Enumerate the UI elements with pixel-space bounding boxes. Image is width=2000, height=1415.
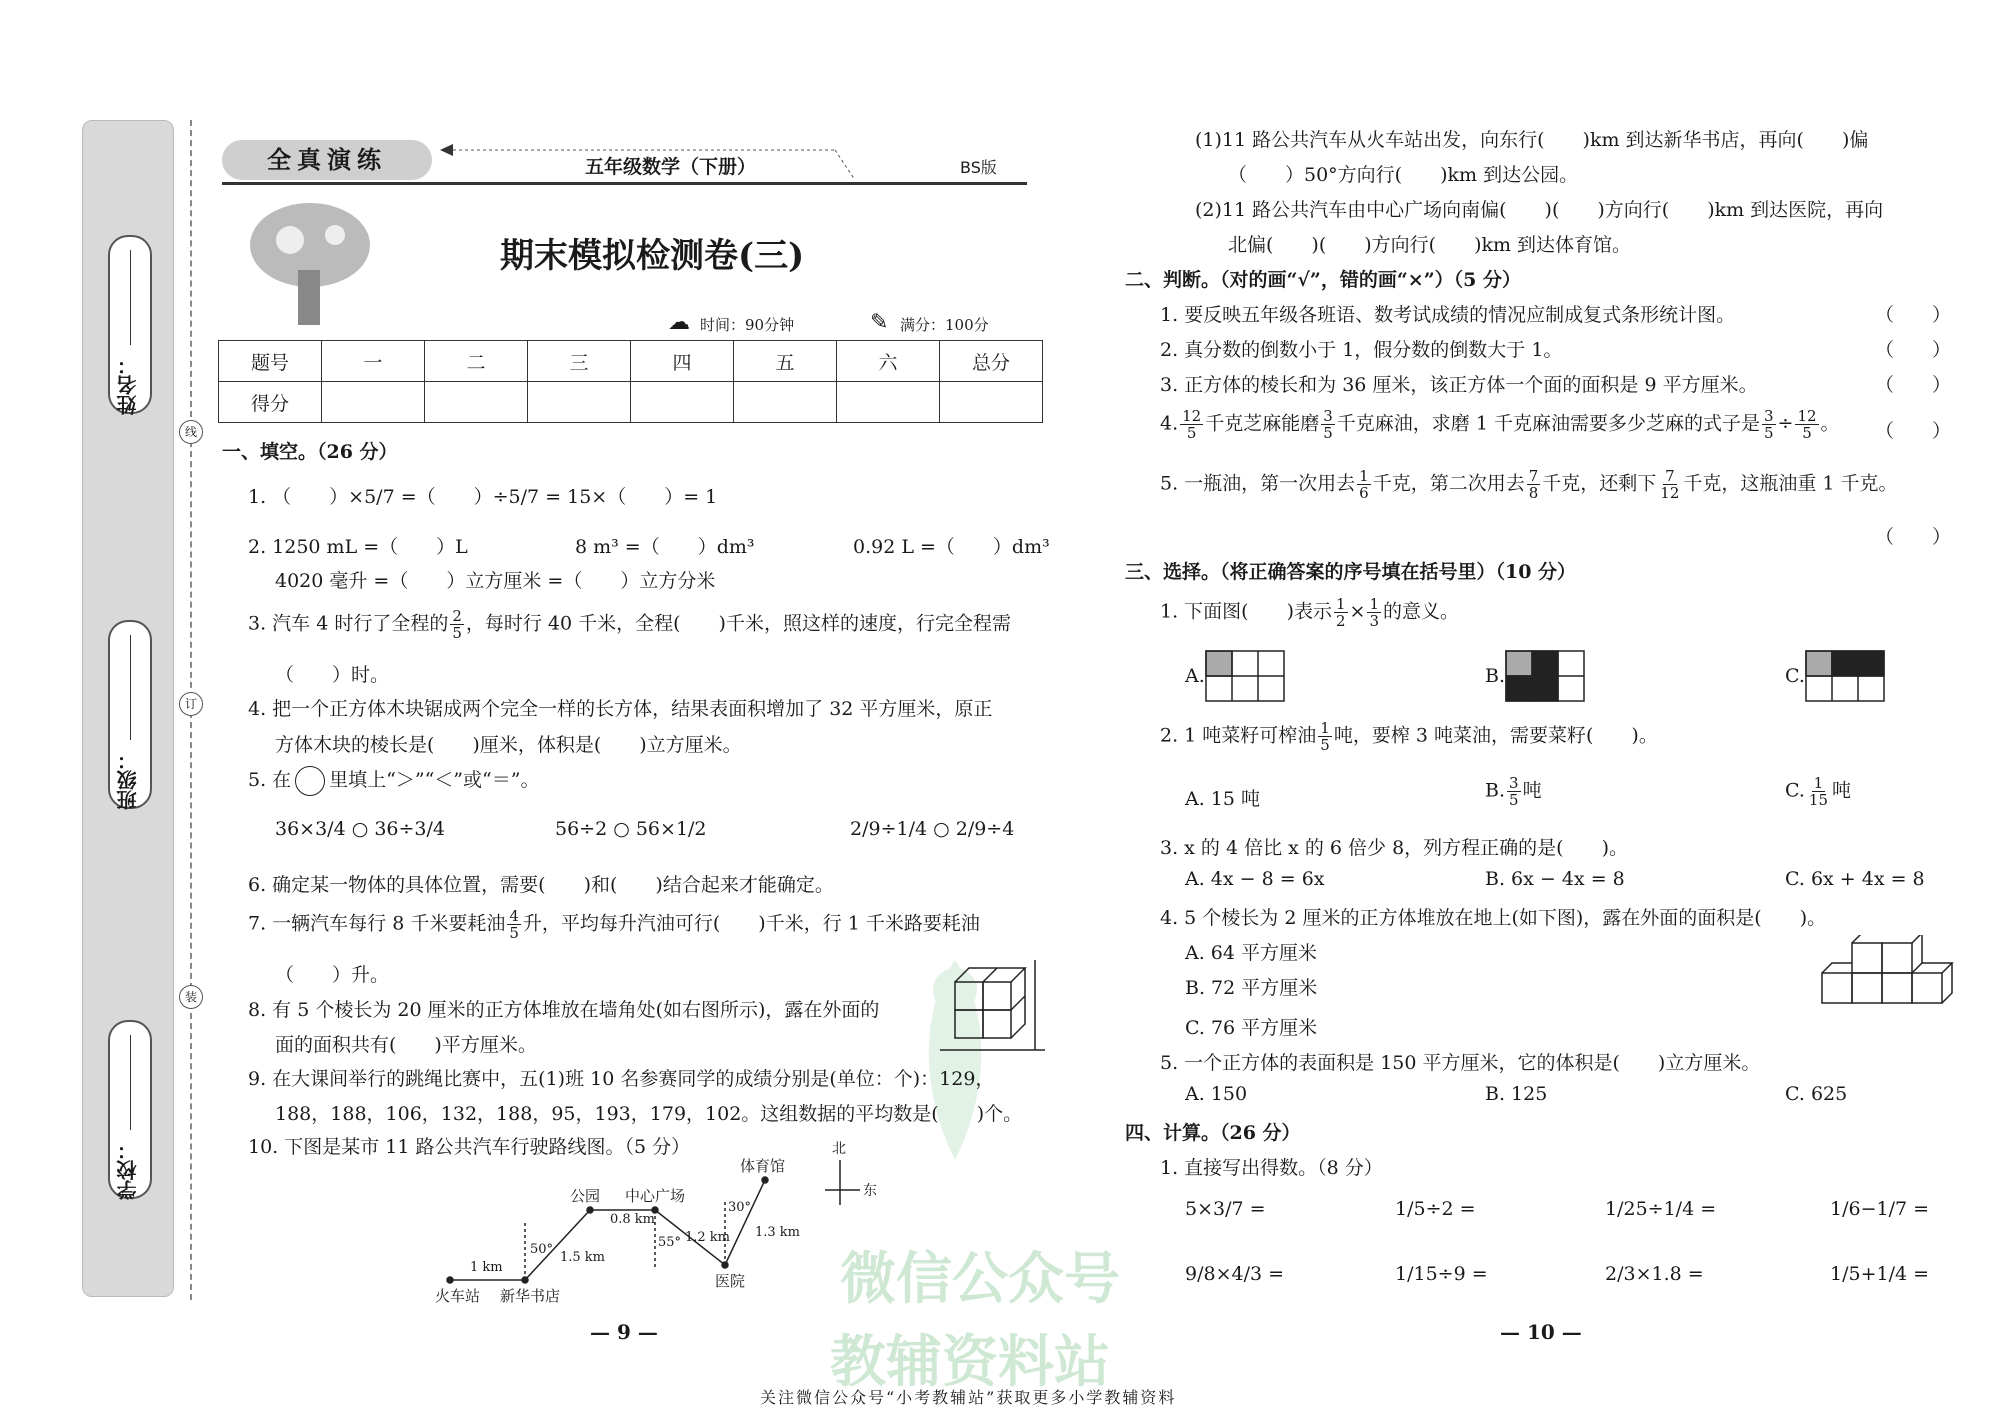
footer-note: 关注微信公众号“小考教辅站”获取更多小学教辅资料 [760,1388,1177,1407]
clock-icon: ☁ [668,310,690,335]
score-header: 三 [528,341,631,382]
calc-expr: 1/6−1/7 = [1830,1198,1930,1220]
map-label: 1.2 km [685,1230,731,1245]
s3-q1-opt[interactable]: C. [1785,665,1805,687]
s1-q5-item: 2/9÷1/4 ○ 2/9÷4 [850,818,1015,840]
s2-bracket[interactable]: （ ） [1875,420,1952,442]
s3-q2-opt[interactable]: B. $\frac{3}{5}$ 吨 [1485,774,1542,809]
s3-q5-opt[interactable]: C. 625 [1785,1083,1848,1105]
section2-title: 二、判断。（对的画“√”，错的画“×”）（5 分） [1125,269,1521,291]
r1b: （ ）50°方向行( )km 到达公园。 [1228,164,1579,186]
score-header: 一 [322,341,425,382]
page-number-right: — 10 — [1500,1320,1582,1344]
map-label: 中心广场 [625,1187,686,1205]
map-label: 0.8 km [610,1212,656,1227]
map-label: 公园 [570,1187,601,1205]
school-label: 学校： [116,1140,140,1200]
score-cell[interactable] [528,382,631,423]
s1-q8a: 8. 有 5 个棱长为 20 厘米的正方体堆放在墙角处(如右图所示)，露在外面的 [248,999,880,1021]
r2b: 北偏( )( )方向行( )km 到达体育馆。 [1228,234,1632,256]
score-header: 四 [631,341,734,382]
score-info: 满分：100分 [900,316,989,334]
section1-title: 一、填空。（26 分） [222,441,398,463]
watermark-line2: 教辅资料站 [830,1330,1110,1395]
route-map [430,1141,930,1310]
s3-q3-opt[interactable]: A. 4x − 8 = 6x [1185,868,1325,890]
section3-title: 三、选择。（将正确答案的序号填在括号里）（10 分） [1125,561,1577,583]
subject: 五年级数学（下册） [585,156,757,178]
binding-mark: 装 [179,985,203,1009]
map-label: 火车站 [435,1287,481,1305]
s3-q3: 3. x 的 4 倍比 x 的 6 倍少 8，列方程正确的是( )。 [1160,837,1629,859]
section4-title: 四、计算。（26 分） [1125,1122,1301,1144]
cube-corner-figure [935,955,1055,1059]
name-line[interactable] [130,250,131,345]
score-cell[interactable] [734,382,837,423]
s1-q3: 3. 汽车 4 时行了全程的 $\frac{2}{5}$ ，每时行 40 千米，全程( )千米，照这样的速度，行完全程需 [248,607,1011,642]
s2-item: 1. 要反映五年级各班语、数考试成绩的情况应制成复式条形统计图。 [1160,304,1736,326]
score-cell[interactable] [837,382,940,423]
name-label: 姓名： [116,355,140,415]
calc-expr: 2/3×1.8 = [1605,1263,1704,1285]
calc-expr: 1/5+1/4 = [1830,1263,1930,1285]
map-label: 1.3 km [755,1225,801,1240]
s3-q5-opt[interactable]: A. 150 [1185,1083,1248,1105]
score-cell[interactable] [425,382,528,423]
score-header: 六 [837,341,940,382]
s1-q1: 1. （ ）×5/7 =（ ）÷5/7 = 15×（ ）= 1 [248,486,718,508]
score-row-label: 得分 [219,382,322,423]
score-cell[interactable] [940,382,1043,423]
s1-q4a: 4. 把一个正方体木块锯成两个完全一样的长方体，结果表面积增加了 32 平方厘米，原正 [248,698,993,720]
header-rule [222,182,1027,185]
s4-sub1: 1. 直接写出得数。（8 分） [1160,1157,1383,1179]
score-header: 总分 [940,341,1043,382]
s1-q9b: 188，188，106，132，188，95，193，179，102。这组数据的平均数是( )个。 [275,1103,1023,1125]
map-label: 东 [863,1183,877,1199]
s2-bracket[interactable]: （ ） [1875,339,1952,361]
s1-q8b: 面的面积共有( )平方厘米。 [275,1034,537,1056]
time-info: 时间：90分钟 [700,316,795,334]
score-header: 二 [425,341,528,382]
s3-q5-opt[interactable]: B. 125 [1485,1083,1548,1105]
s1-q2c: 0.92 L =（ ）dm³ [853,536,1050,558]
s3-q4: 4. 5 个棱长为 2 厘米的正方体堆放在地上(如下图)，露在外面的面积是( )。 [1160,907,1827,929]
map-label: 1.5 km [560,1250,606,1265]
calc-expr: 9/8×4/3 = [1185,1263,1285,1285]
s3-q2-opt[interactable]: C. $\frac{1}{15}$ 吨 [1785,774,1852,809]
map-label: 北 [832,1141,846,1157]
s1-q10: 10. 下图是某市 11 路公共汽车行驶路线图。（5 分） [248,1136,691,1158]
banner: 全真演练 [222,140,432,180]
score-header: 题号 [219,341,322,382]
s1-q4b: 方体木块的棱长是( )厘米，体积是( )立方厘米。 [275,734,742,756]
s1-q6: 6. 确定某一物体的具体位置，需要( )和( )结合起来才能确定。 [248,874,834,896]
s1-q5: 5. 在 里填上“＞”“＜”或“＝”。 [248,765,539,796]
s1-q7c: （ ）升。 [275,964,390,986]
s1-q2d: 4020 毫升 =（ ）立方厘米 =（ ）立方分米 [275,570,716,592]
s2-item: 3. 正方体的棱长和为 36 厘米，该正方体一个面的面积是 9 平方厘米。 [1160,374,1758,396]
s3-q1: 1. 下面图( )表示 $\frac{1}{2}$ × $\frac{1}{3}$ 的意义。 [1160,595,1460,630]
school-line[interactable] [130,1035,131,1130]
map-label: 新华书店 [500,1287,561,1305]
s3-q3-opt[interactable]: C. 6x + 4x = 8 [1785,868,1925,890]
s2-bracket[interactable]: （ ） [1875,374,1952,396]
s3-q2-opt[interactable]: A. 15 吨 [1185,788,1261,810]
s3-q1-opt[interactable]: B. [1485,665,1506,687]
score-table [218,340,1043,423]
s2-bracket[interactable]: （ ） [1875,526,1952,548]
s3-q4-opt[interactable]: B. 72 平方厘米 [1185,977,1318,999]
s2-q5: 5. 一瓶油，第一次用去 $\frac{1}{6}$ 千克，第二次用去 $\frac{7}{8}$ 千克，还剩下 $\frac{7}{12}$ 千克，这瓶油重 1 千克。 [1160,467,1898,502]
edition: BS版 [960,158,997,177]
map-label: 体育馆 [740,1157,786,1175]
score-cell[interactable] [322,382,425,423]
s1-q7: 7. 一辆汽车每行 8 千米要耗油 $\frac{4}{5}$ 升，平均每升汽油可行( )千米，行 1 千米路要耗油 [248,907,980,942]
grid-figure-c [1805,650,1885,706]
map-label: 50° [530,1242,554,1257]
pen-icon: ✎ [870,310,889,335]
calc-expr: 5×3/7 = [1185,1198,1266,1220]
score-cell[interactable] [631,382,734,423]
cube-row-figure [1820,935,1960,1009]
s1-q2a: 2. 1250 mL =（ ）L [248,536,468,558]
score-header: 五 [734,341,837,382]
s1-q5-item: 36×3/4 ○ 36÷3/4 [275,818,446,840]
grid-figure-a [1205,650,1285,706]
s1-q5-item: 56÷2 ○ 56×1/2 [555,818,707,840]
grid-figure-b [1505,650,1585,706]
calc-expr: 1/25÷1/4 = [1605,1198,1717,1220]
s3-q2: 2. 1 吨菜籽可榨油 $\frac{1}{5}$ 吨，要榨 3 吨菜油，需要菜籽( )。 [1160,719,1658,754]
s3-q1-opt[interactable]: A. [1185,665,1205,687]
page-number-left: — 9 — [590,1320,658,1344]
binding-mark: 线 [179,420,203,444]
s3-q4-opt[interactable]: A. 64 平方厘米 [1185,942,1318,964]
calc-expr: 1/5÷2 = [1395,1198,1476,1220]
s2-item: 2. 真分数的倒数小于 1，假分数的倒数大于 1。 [1160,339,1563,361]
compare-circle-icon [295,766,325,796]
r1a: (1)11 路公共汽车从火车站出发，向东行( )km 到达新华书店，再向( )偏 [1195,129,1869,151]
binding-mark: 订 [179,692,203,716]
calc-expr: 1/15÷9 = [1395,1263,1488,1285]
map-label: 30° [728,1200,752,1215]
s3-q4-opt[interactable]: C. 76 平方厘米 [1185,1017,1318,1039]
r2a: (2)11 路公共汽车由中心广场向南偏( )( )方向行( )km 到达医院，再向 [1195,199,1884,221]
s1-q9a: 9. 在大课间举行的跳绳比赛中，五(1)班 10 名参赛同学的成绩分别是(单位：个)：129， [248,1068,995,1090]
s1-q3c: （ ）时。 [275,664,390,686]
s1-q2b: 8 m³ =（ ）dm³ [575,536,755,558]
s2-q4: 4. $\frac{12}{5}$ 千克芝麻能磨 $\frac{3}{5}$ 千克麻油，求磨 1 千克麻油需要多少芝麻的式子是 $\frac{3}{5}$ ÷ $\frac{12}{5}$ 。 [1160,407,1840,442]
tree-icon [240,200,380,334]
s3-q5: 5. 一个正方体的表面积是 150 平方厘米，它的体积是( )立方厘米。 [1160,1052,1761,1074]
s2-bracket[interactable]: （ ） [1875,304,1952,326]
watermark-line1: 微信公众号 [840,1247,1120,1312]
class-label: 班级： [116,750,140,810]
page-title: 期末模拟检测卷(三) [500,236,805,276]
map-label: 医院 [715,1272,746,1290]
s3-q3-opt[interactable]: B. 6x − 4x = 8 [1485,868,1625,890]
map-label: 55° [658,1235,682,1250]
map-label: 1 km [470,1260,503,1275]
class-line[interactable] [130,635,131,740]
